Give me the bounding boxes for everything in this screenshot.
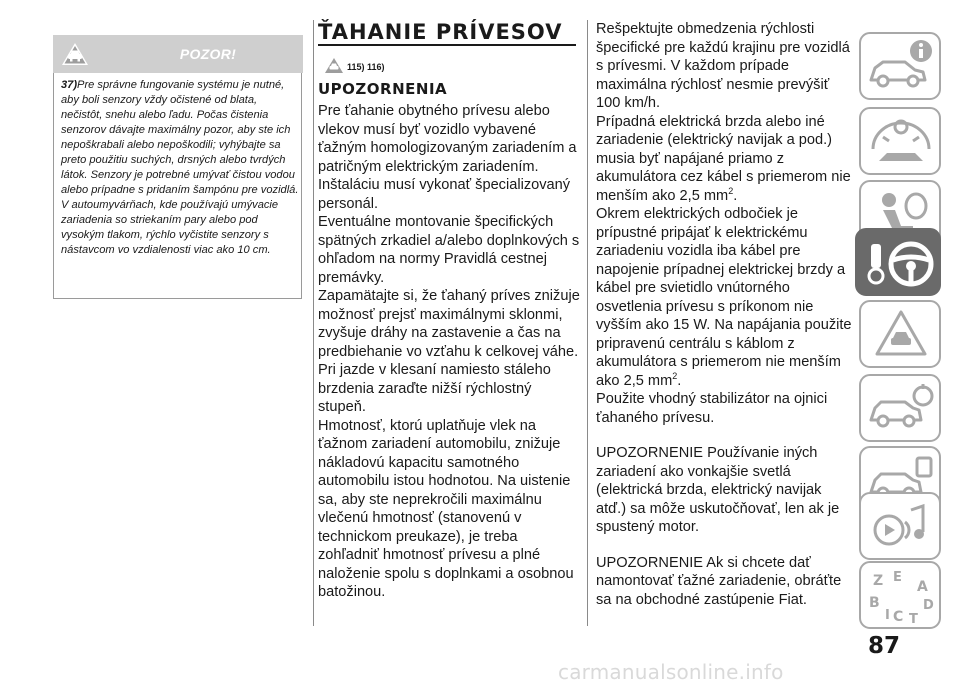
small-warning-icon <box>324 57 344 74</box>
title-underline <box>318 44 576 46</box>
watermark-url: carmanualsonline.info <box>558 660 784 684</box>
svg-text:C: C <box>893 609 904 625</box>
column-2-text <box>318 102 580 602</box>
paragraph: Eventuálne montovanie špecifických spätných zrkadiel a/alebo doplnkových s ohľadom na normy Pravidlá cestnej premávky. <box>318 214 580 286</box>
paragraph-text: Okrem elektrických odbočiek je prípustné pripájať k elektrickému zariadeniu vozidla iba kábel pre napojenie prípadnej elektrickej brzdy a kábel pre svietidlo vnútorného osvetlenia prívesu s príkonom nie vyšším ako 15 W. Na napájania použite pripravenú centrálu s káblom z akumulátora s priemerom nie menším ako 2,5 mm <box>596 206 852 389</box>
multimedia-icon <box>861 494 941 560</box>
svg-text:Z: Z <box>873 573 884 589</box>
key-steering-wheel-icon <box>857 230 941 296</box>
column-3-text <box>596 20 852 609</box>
paragraph-end: . <box>733 187 738 204</box>
paragraph: Rešpektujte obmedzenia rýchlosti špecifické pre každú krajinu pre vozidlá s prívesmi. V každom prípade maximálna rýchlosť nesmie prevýšiť 100 km/h. <box>596 21 850 111</box>
paragraph: Zapamätajte si, že ťahaný príves znižuje možnosť prejsť maximálnymi sklonmi, zvyšuje dráhy na zastavenie a čas na predbiehanie vo vzťahu k celkovej váhe. <box>318 288 580 360</box>
subsection-title: UPOZORNENIA <box>318 80 448 98</box>
section-title: ŤAHANIE PRÍVESOV <box>318 20 563 44</box>
car-service-icon <box>861 376 941 442</box>
svg-text:T: T <box>909 612 918 627</box>
paragraph: Použite vhodný stabilizátor na ojnici ťahaného prívesu. <box>596 391 828 426</box>
column-divider <box>313 20 314 626</box>
dashboard-lights-icon <box>861 109 941 175</box>
warning-triangle-car-icon <box>861 302 941 368</box>
superscript: 2 <box>728 185 734 196</box>
tab-emergency[interactable] <box>859 300 941 368</box>
svg-text:A: A <box>917 579 928 595</box>
warning-text <box>61 78 299 258</box>
superscript: 2 <box>672 370 678 381</box>
svg-text:E: E <box>893 570 902 585</box>
tab-starting-driving[interactable] <box>855 228 941 296</box>
warning-ref: 37) <box>61 79 78 91</box>
paragraph <box>596 113 852 206</box>
paragraph: Pri jazde v klesaní namiesto stáleho brzdenia zaraďte nižší rýchlostný stupeň. <box>318 362 551 415</box>
warning-references: 115) 116) <box>347 62 385 72</box>
note-paragraph: UPOZORNENIE Používanie iných zariadení ako vonkajšie svetlá (elektrická brzda, elektrický navijak atď.) sa môže uskutočňovať, len ak je spustený motor. <box>596 445 840 535</box>
warning-title: POZOR! <box>179 46 237 62</box>
paragraph: Hmotnosť, ktorú uplatňuje vlek na ťažnom zariadení automobilu, znižuje nákladovú kapacitu samotného automobilu istou hodnotou. Na uistenie sa, aby ste neprekročili maximálnu vlečenú hmotnosť (stanovenú v technickom preukaze), je treba zohľadniť hmotnosť prívesu a plné naloženie spolu s doplnkami a osobnou batožinou. <box>318 417 574 600</box>
column-divider <box>587 20 588 626</box>
tab-dashboard[interactable] <box>859 107 941 175</box>
svg-text:D: D <box>923 598 934 613</box>
tab-maintenance[interactable] <box>859 374 941 442</box>
car-info-icon <box>861 34 941 100</box>
paragraph-end: . <box>677 372 682 389</box>
note-paragraph: UPOZORNENIE Ak si chcete dať namontovať ťažné zariadenie, obráťte sa na obchodné zastúpenie Fiat. <box>596 554 842 608</box>
paragraph-text: Prípadná elektrická brzda alebo iné zariadenie (elektrický navijak a pod.) musia byť napájané priamo z akumulátora cez kábel s priemerom nie menším ako 2,5 mm <box>596 113 851 204</box>
alphabet-index-icon <box>861 563 941 629</box>
paragraph <box>596 205 852 390</box>
warning-header <box>53 35 303 73</box>
paragraph: Pre ťahanie obytného prívesu alebo vlekov musí byť vozidlo vybavené ťažným homologizovaným zariadením a patričným elektrickým zariadením. Inštaláciu musí vykonať špecializovaný personál. <box>318 103 577 212</box>
page-number: 87 <box>868 633 901 659</box>
tab-multimedia[interactable] <box>859 492 941 560</box>
tab-index[interactable] <box>859 561 941 629</box>
warning-body-text: Pre správne fungovanie systému je nutné, aby boli senzory vždy očistené od blata, nečistôt, snehu alebo ľadu. Počas čistenia senzorov dávajte maximálny pozor, aby ste ich nepoškrabali alebo nepoškodili; vyhýbajte sa preto použitiu suchých, drsných alebo tvrdých látok. Senzory je potrebné umývať čistou vodou alebo prípadne s pridaním šampónu pre vozidlá. V autoumyvárňach, kde používajú umývacie zariadenia so striekaním pary alebo pod vysokým tlakom, rýchlo vyčistite senzory s nástavcom vo vzdialenosti viac ako 10 cm. <box>61 79 299 256</box>
svg-text:B: B <box>869 595 880 611</box>
tab-car-info[interactable] <box>859 32 941 100</box>
svg-text:I: I <box>885 608 890 623</box>
